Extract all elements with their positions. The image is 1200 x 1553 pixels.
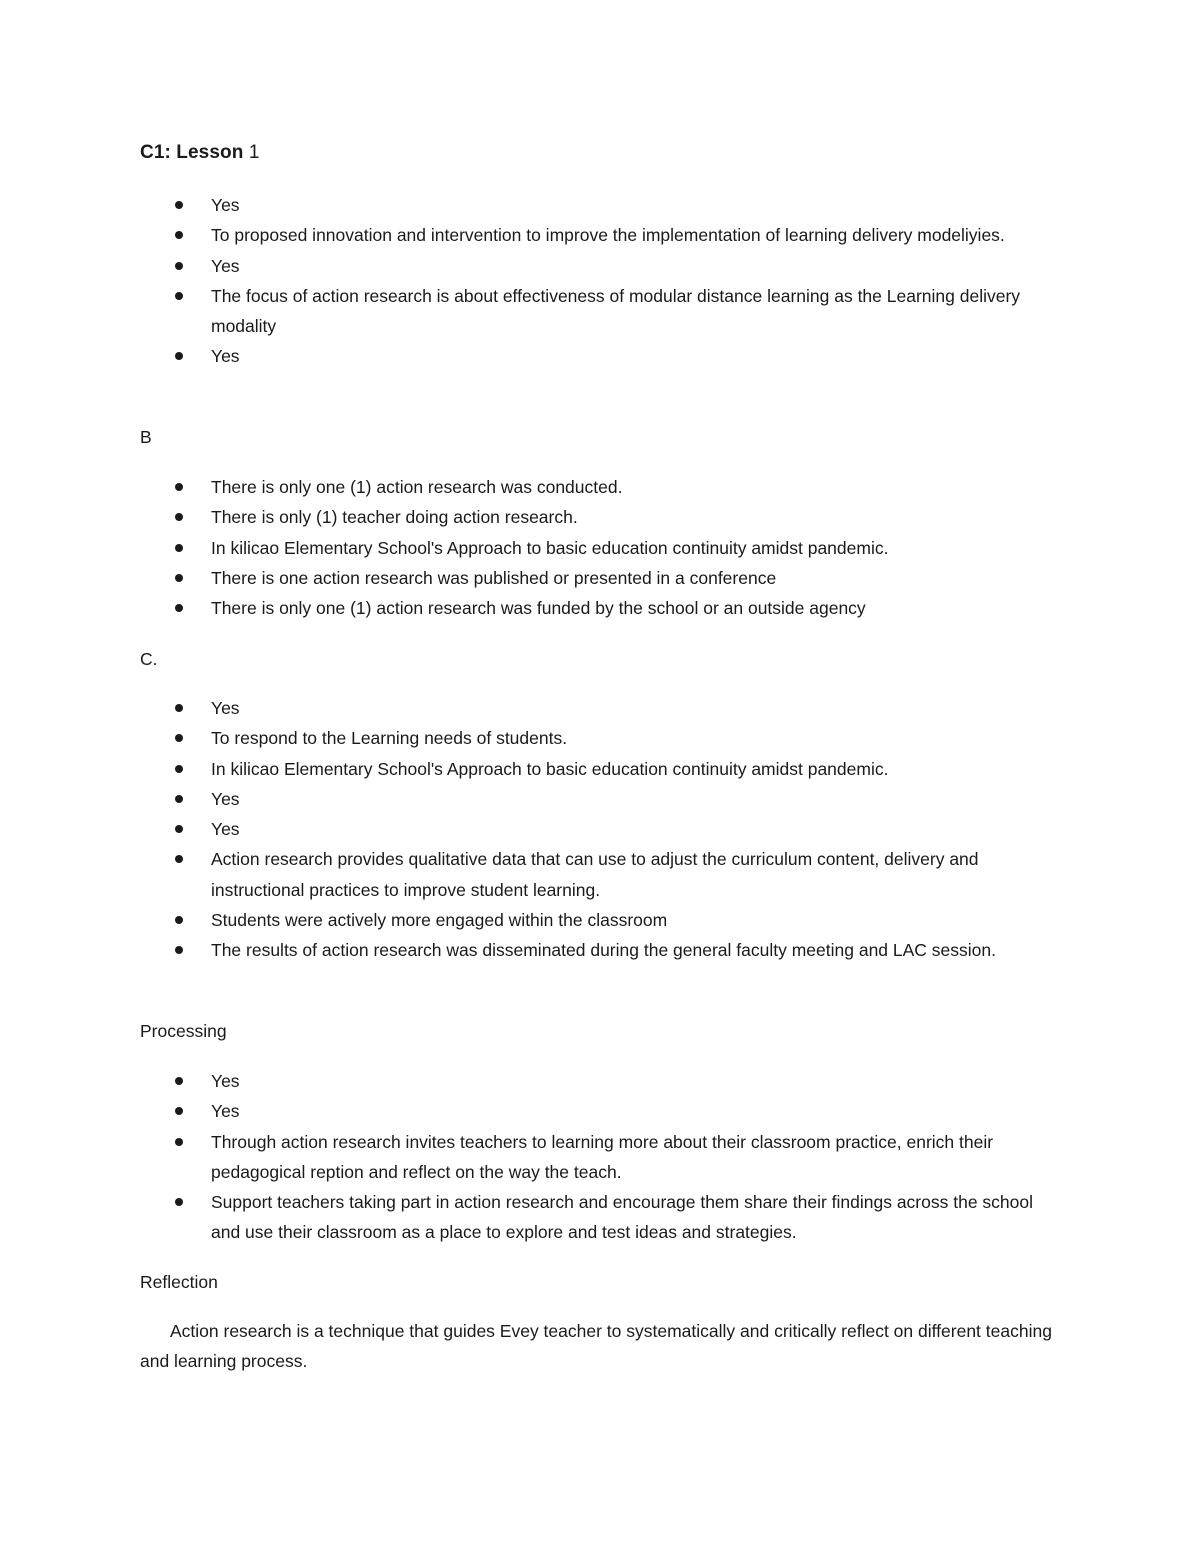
processing-list	[0, 1066, 1200, 1248]
bullet-icon	[175, 513, 183, 521]
reflection-paragraph: Action research is a technique that guides Evey teacher to systematically and critically reflect on different teaching and learning process.	[140, 1321, 1052, 1372]
section-c-label: C.	[140, 649, 158, 669]
bullet-icon	[175, 574, 183, 582]
reflection-label: Reflection	[140, 1272, 218, 1292]
bullet-icon	[175, 1077, 183, 1085]
list-item: Yes	[0, 251, 1200, 281]
bullet-icon	[175, 1138, 183, 1146]
bullet-icon	[175, 604, 183, 612]
section-a-list	[0, 190, 1200, 372]
list-item: There is only one (1) action research was funded by the school or an outside agency	[0, 593, 1200, 623]
title-main: C1: Lesson	[140, 142, 244, 163]
list-item: Support teachers taking part in action research and encourage them share their findings across the school and use their classroom as a place to explore and test ideas and strategies.	[0, 1187, 1200, 1248]
list-item: Students were actively more engaged within the classroom	[0, 905, 1200, 935]
list-item: Yes	[0, 341, 1200, 371]
list-item: There is only (1) teacher doing action research.	[0, 502, 1200, 532]
list-item: To respond to the Learning needs of students.	[0, 723, 1200, 753]
list-item: The results of action research was disseminated during the general faculty meeting and LAC session.	[0, 935, 1200, 965]
bullet-icon	[175, 201, 183, 209]
list-item: Action research provides qualitative data that can use to adjust the curriculum content, delivery and instructional practices to improve student learning.	[0, 844, 1200, 905]
list-item: Yes	[0, 1096, 1200, 1126]
bullet-icon	[175, 825, 183, 833]
bullet-icon	[175, 916, 183, 924]
list-item: Yes	[0, 190, 1200, 220]
bullet-icon	[175, 704, 183, 712]
bullet-icon	[175, 855, 183, 863]
list-item: There is one action research was published or presented in a conference	[0, 563, 1200, 593]
processing-label: Processing	[140, 1021, 227, 1041]
list-item: There is only one (1) action research was conducted.	[0, 472, 1200, 502]
section-b-label: B	[140, 427, 152, 447]
list-item: Yes	[0, 784, 1200, 814]
bullet-icon	[175, 946, 183, 954]
page-title	[140, 142, 259, 164]
bullet-icon	[175, 483, 183, 491]
bullet-icon	[175, 1107, 183, 1115]
list-item: In kilicao Elementary School's Approach to basic education continuity amidst pandemic.	[0, 533, 1200, 563]
bullet-icon	[175, 544, 183, 552]
bullet-icon	[175, 352, 183, 360]
list-item: Through action research invites teachers to learning more about their classroom practice, enrich their pedagogical reption and reflect on the way the teach.	[0, 1127, 1200, 1188]
bullet-icon	[175, 1198, 183, 1206]
bullet-icon	[175, 262, 183, 270]
title-number: 1	[248, 142, 260, 163]
list-item: The focus of action research is about effectiveness of modular distance learning as the Learning delivery modality	[0, 281, 1200, 342]
bullet-icon	[175, 795, 183, 803]
list-item: Yes	[0, 693, 1200, 723]
section-c-list	[0, 693, 1200, 966]
list-item: Yes	[0, 1066, 1200, 1096]
list-item: Yes	[0, 814, 1200, 844]
list-item: To proposed innovation and intervention to improve the implementation of learning delivery modeliyies.	[0, 220, 1200, 250]
bullet-icon	[175, 734, 183, 742]
section-b-list	[0, 472, 1200, 623]
bullet-icon	[175, 231, 183, 239]
bullet-icon	[175, 765, 183, 773]
list-item: In kilicao Elementary School's Approach to basic education continuity amidst pandemic.	[0, 754, 1200, 784]
bullet-icon	[175, 292, 183, 300]
